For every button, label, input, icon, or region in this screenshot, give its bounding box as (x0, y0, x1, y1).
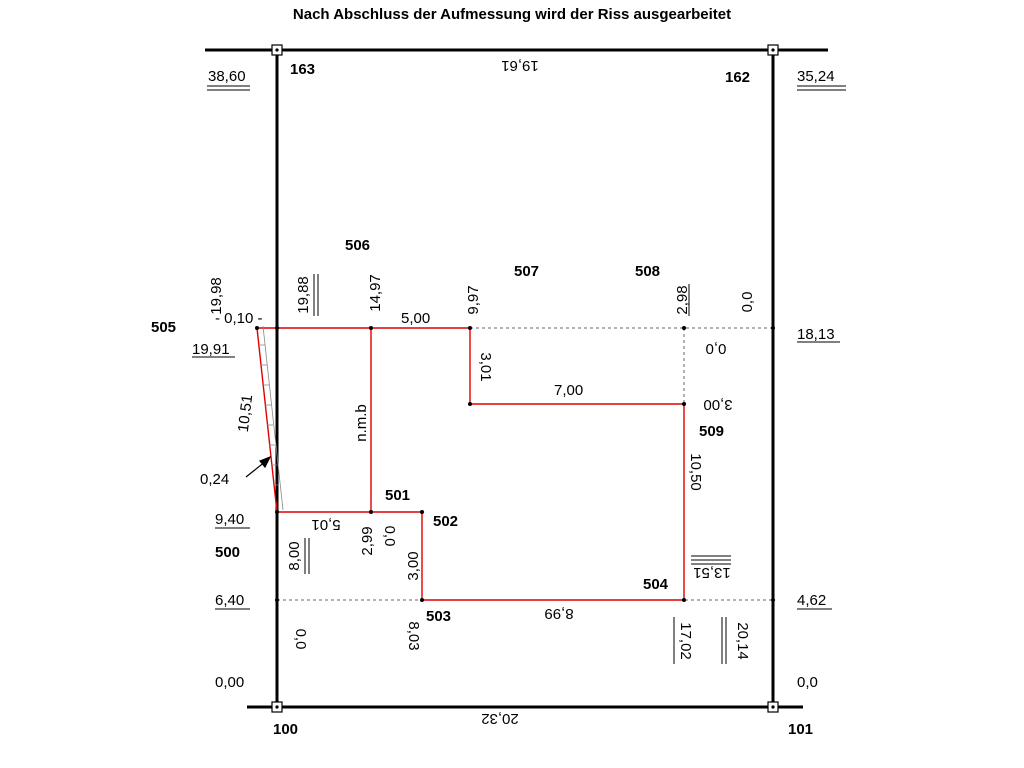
label-101: 101 (788, 721, 814, 738)
measure-0-0-bottom: 0,0 (292, 628, 309, 650)
measure-5-00: 5,00 (401, 310, 431, 327)
label-503: 503 (426, 608, 452, 625)
diagram-title: Nach Abschluss der Aufmessung wird der Riss ausgearbeitet (292, 6, 732, 23)
measure-0-0-br: 0,0 (797, 674, 818, 691)
measure-0-00: 0,00 (215, 674, 245, 691)
wall-hatch (259, 326, 283, 510)
measure-8-00: 8,00 (286, 541, 303, 571)
parcel-boundary (205, 50, 828, 707)
label-508: 508 (635, 263, 661, 280)
point-502 (420, 510, 424, 514)
measure-19-88: 19,88 (295, 276, 312, 314)
measure-9-97: 9,97 (465, 285, 482, 315)
measure-0-0-right: 0,0 (705, 340, 727, 357)
measure-4-62: 4,62 (797, 592, 827, 609)
measure-0-0-top: 0,0 (739, 291, 756, 313)
measure-8-99: 8,99 (544, 605, 574, 622)
label-163: 163 (290, 61, 316, 78)
measure-3-01: 3,01 (477, 352, 494, 382)
boundary-markers (272, 45, 778, 712)
label-502: 502 (433, 513, 459, 530)
point-500 (275, 510, 279, 514)
measure-3-00-right: 3,00 (703, 396, 733, 413)
point-501 (369, 510, 373, 514)
measure-20-14: 20,14 (734, 622, 751, 660)
label-505: 505 (151, 319, 177, 336)
measure-2-99: 2,99 (359, 526, 376, 556)
point-509 (682, 402, 686, 406)
building-edge-slanted (257, 328, 277, 512)
label-504: 504 (643, 576, 669, 593)
measure-7-00: 7,00 (554, 382, 584, 399)
building-outline (257, 328, 684, 600)
measure-17-02: 17,02 (677, 622, 694, 660)
measure-0-10: - 0,10 - (215, 310, 263, 327)
measure-19-98: 19,98 (208, 277, 225, 315)
offset-arrow (246, 457, 270, 477)
measure-0-0-mid: 0,0 (381, 525, 398, 547)
measure-6-40: 6,40 (215, 592, 245, 609)
label-501: 501 (385, 487, 411, 504)
measure-13-51: 13,51 (693, 564, 731, 581)
measure-38-60: 38,60 (208, 68, 246, 85)
point-503 (420, 598, 424, 602)
measure-10-50: 10,50 (687, 453, 704, 491)
measure-nmb: n.m.b (353, 404, 370, 442)
measure-8-03: 8,03 (405, 621, 422, 651)
label-506: 506 (345, 237, 371, 254)
measure-35-24: 35,24 (797, 68, 835, 85)
label-100: 100 (273, 721, 299, 738)
measure-0-24: 0,24 (200, 471, 230, 488)
measure-2-98: 2,98 (674, 285, 691, 315)
measure-9-40: 9,40 (215, 511, 245, 528)
label-500: 500 (215, 544, 241, 561)
label-507: 507 (514, 263, 540, 280)
point-506 (369, 326, 373, 330)
point-508 (682, 326, 686, 330)
measure-20-32: 20,32 (481, 710, 519, 727)
measure-3-00-mid: 3,00 (405, 551, 422, 581)
measure-14-97: 14,97 (367, 274, 384, 312)
underlines (192, 86, 846, 664)
label-162: 162 (725, 69, 751, 86)
measurement-labels (192, 57, 835, 727)
point-504 (682, 598, 686, 602)
measure-19-61: 19,61 (501, 57, 539, 74)
measure-19-91: 19,91 (192, 341, 230, 358)
measure-10-51: 10,51 (234, 393, 257, 434)
label-509: 509 (699, 423, 725, 440)
point-507 (468, 326, 472, 330)
measure-5-01: 5,01 (311, 516, 341, 533)
measure-18-13: 18,13 (797, 326, 835, 343)
